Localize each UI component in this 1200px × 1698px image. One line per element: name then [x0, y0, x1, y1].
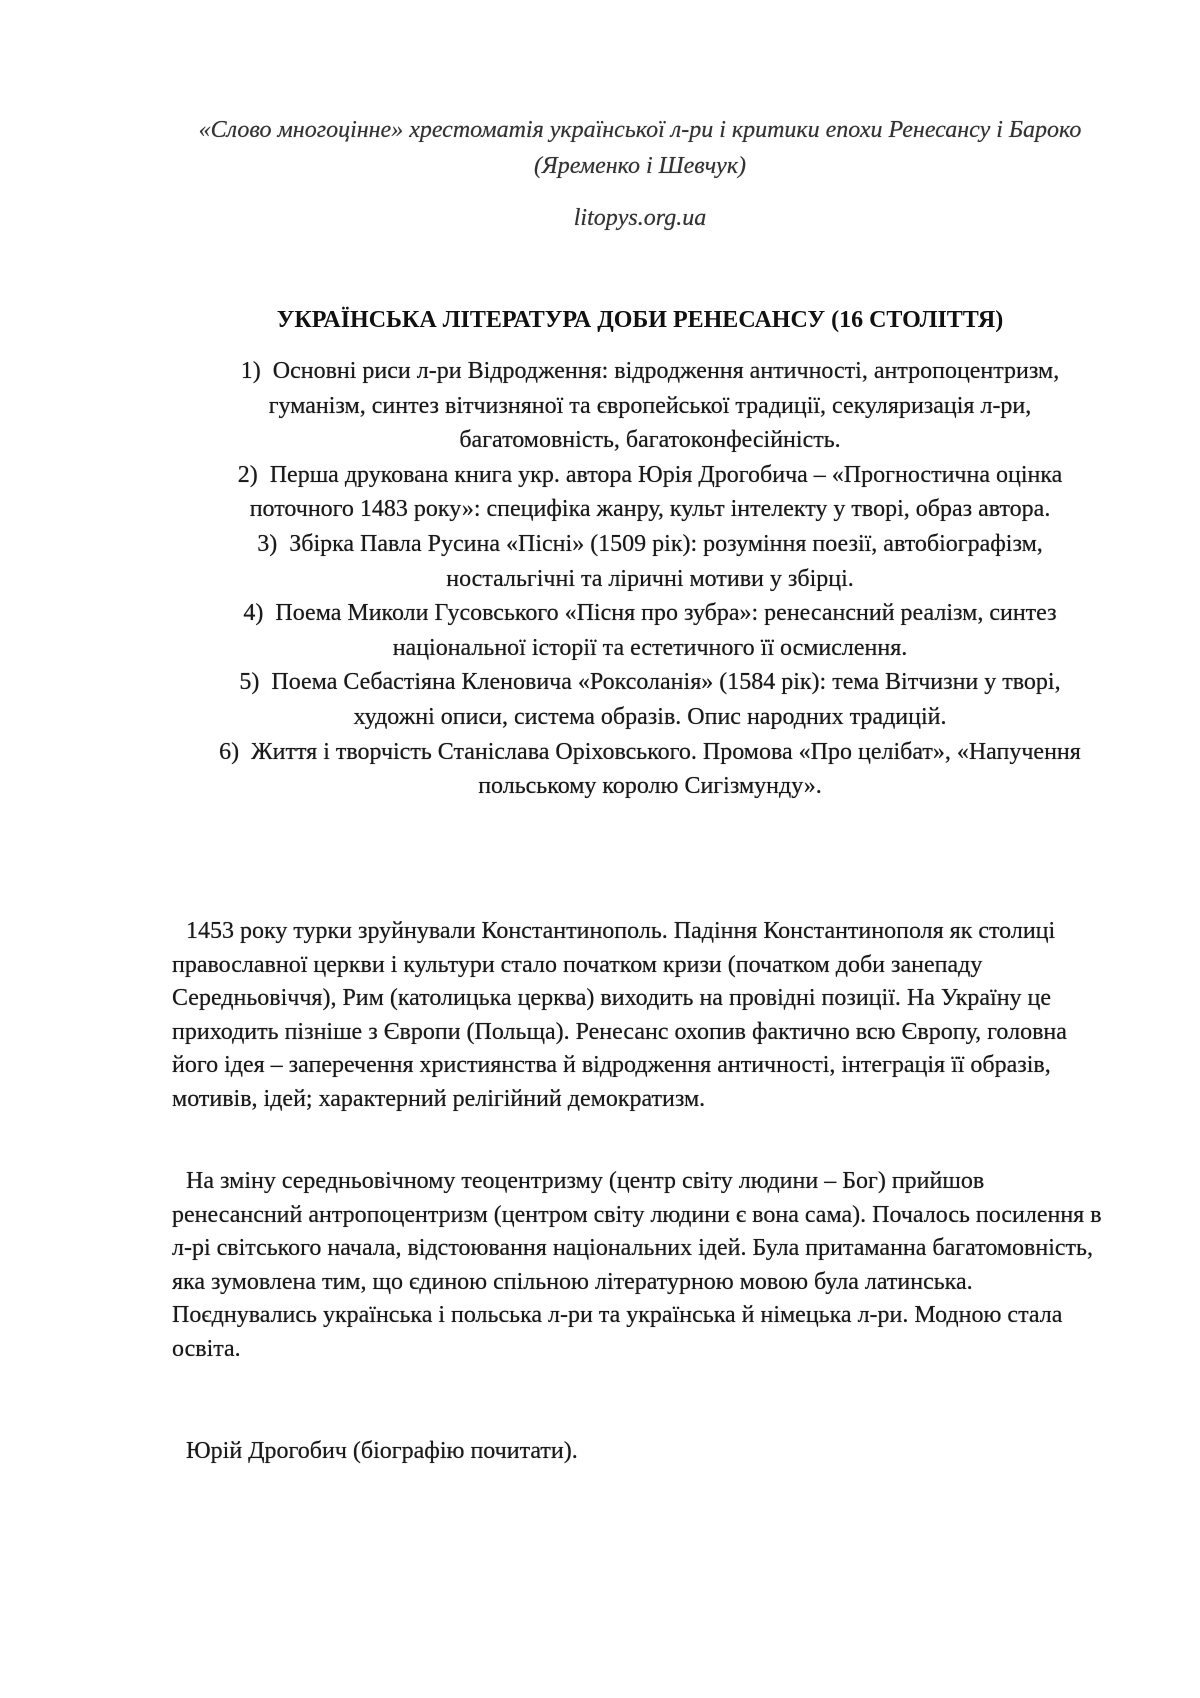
document-title: УКРАЇНСЬКА ЛІТЕРАТУРА ДОБИ РЕНЕСАНСУ (16 СТОЛІТТЯ) [276, 307, 1004, 333]
outline-item [200, 354, 1100, 458]
outline-item-text: Основні риси л-ри Відродження: відродження античності, антропоцентризм, гуманізм, синтез вітчизняної та європейської традиції, секуляризація л-ри, багатомовність, багатоконфесійність. [268, 358, 1060, 454]
outline-item-number: 4) [243, 600, 264, 627]
outline-item [200, 596, 1100, 665]
outline-item-text: Поема Миколи Гусовського «Пісня про зубра»: ренесансний реалізм, синтез національної історії та естетичного її осмислення. [275, 600, 1057, 661]
outline-item-text: Життя і творчість Станіслава Оріховського. Промова «Про целібат», «Напучення польському королю Сигізмунду». [251, 738, 1081, 800]
outline-item-number: 1) [240, 358, 261, 384]
body-paragraph: На зміну середньовічному теоцентризму (центр світу людини – Бог) прийшов ренесансний антропоцентризм (центром світу людини є вона сама). Почалось посилення в л-рі світського начала, відстоювання національних ідей. Була притаманна багатомовність, яка зумовлена тим, що єдиною спільною літературною мовою була латинська. Поєднувались українська і польська л-ри та українська й німецька л-ри. Модною стала освіта. [172, 1168, 1102, 1362]
outline-item [200, 735, 1100, 804]
outline-item-text: Поема Себастіяна Кленовича «Роксоланія» (1584 рік): тема Вітчизни у творі, художні описи, система образів. Опис народних традицій. [271, 669, 1061, 730]
outline-item [200, 527, 1100, 596]
outline-item-text: Перша друкована книга укр. автора Юрія Дрогобича – «Прогностична оцінка поточного 1483 року»: специфіка жанру, культ інтелекту у творі, образ автора. [249, 461, 1063, 523]
body-paragraph: Юрій Дрогобич (біографію почитати). [186, 1438, 578, 1464]
outline-item-text: Збірка Павла Русина «Пісні» (1509 рік): розуміння поезії, автобіографізм, ностальгічні та ліричні мотиви у збірці. [289, 530, 1043, 592]
topic-outline [200, 354, 1100, 804]
outline-item-number: 2) [237, 461, 258, 488]
outline-item [200, 665, 1100, 734]
outline-item [200, 458, 1100, 527]
outline-item-number: 5) [239, 669, 260, 696]
body-paragraph: 1453 року турки зруйнували Константинополь. Падіння Константинополя як столиці православної церкви і культури стало початком кризи (початком доби занепаду Середньовіччя), Рим (католицька церква) виходить на провідні позиції. На Україну це приходить пізніше з Європи (Польща). Ренесанс охопив фактично всю Європу, головна його ідея – заперечення християнства й відродження античності, інтеграція її образів, мотивів, ідей; характерний релігійний демократизм. [172, 918, 1067, 1112]
source-citation: «Слово многоцінне» хрестоматія української л-ри і критики епохи Ренесансу і Бароко (Яременко і Шевчук) [198, 117, 1082, 179]
outline-item-number: 3) [257, 530, 278, 557]
outline-item-number: 6) [219, 738, 240, 765]
source-website: litopys.org.ua [573, 205, 707, 231]
